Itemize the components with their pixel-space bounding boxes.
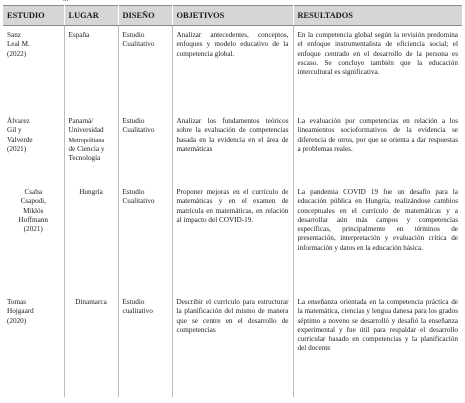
estudio-line: Miklós bbox=[23, 206, 44, 215]
cell-estudio bbox=[3, 26, 64, 113]
estudio-line: Csapodi, bbox=[20, 197, 46, 206]
cell-lugar bbox=[64, 293, 118, 397]
table-header-row bbox=[3, 6, 462, 26]
cell-diseno bbox=[118, 293, 172, 397]
table-row bbox=[3, 183, 462, 293]
header-resultados: RESULTADOS bbox=[293, 6, 462, 26]
cell-diseno bbox=[118, 183, 172, 293]
cell-resultados: La enseñanza orientada en la competencia práctica de la matemática, ciencias y lengua danesa para los grados séptimo a noveno se desarrolló y desafió la enseñanza experimental y fue útil para respaldar el desarrollo curricular basado en competencias y la planificación del docente bbox=[297, 298, 458, 353]
cell-estudio bbox=[3, 293, 64, 397]
estudio-line: (2021) bbox=[23, 225, 43, 234]
diseno-line: Cualitativo bbox=[122, 40, 155, 49]
cell-diseno bbox=[118, 112, 172, 183]
diseno-line: Estudio bbox=[122, 298, 145, 306]
estudio-line: Gil y bbox=[7, 126, 22, 135]
table-row bbox=[3, 26, 462, 113]
header-diseno: DISEÑO bbox=[118, 6, 172, 26]
table-row bbox=[3, 112, 462, 183]
cell-diseno bbox=[118, 26, 172, 113]
lugar-line: España bbox=[68, 31, 90, 39]
lugar-line: Hungría bbox=[79, 188, 103, 196]
diseno-line: cualitativo bbox=[122, 307, 153, 316]
diseno-line: Cualitativo bbox=[122, 126, 155, 135]
estudio-line: (2022) bbox=[7, 49, 27, 58]
estudio-line: (2020) bbox=[7, 316, 27, 325]
table-row bbox=[3, 293, 462, 397]
lugar-line: Universidad bbox=[68, 126, 104, 135]
cell-estudio bbox=[3, 183, 64, 293]
header-objetivos: OBJETIVOS bbox=[172, 6, 293, 26]
lugar-line: de Ciencia y bbox=[68, 144, 105, 153]
lugar-line: Dinamarca bbox=[75, 298, 107, 306]
diseno-line: Estudio bbox=[122, 117, 145, 125]
cell-objetivos: Analizar los fundamentos teóricos sobre la evaluación de competencias basada en la evidencia en el área de matemáticas bbox=[172, 112, 293, 183]
estudio-line: Valverde bbox=[7, 135, 33, 144]
cell-lugar bbox=[64, 183, 118, 293]
cell-resultados: En la competencia global según la revisión predomina el enfoque instrumentalista de eficiencia social; el enfoque centrado en el desarrollo de la persona es escaso. Se concluye también que la educación intercultural es significativa. bbox=[297, 31, 458, 77]
diseno-line: Estudio bbox=[122, 188, 145, 196]
header-lugar: LUGAR bbox=[64, 6, 118, 26]
estudio-line: Álvarez bbox=[7, 117, 30, 125]
estudio-line: Tomas bbox=[7, 298, 27, 306]
diseno-line: Cualitativo bbox=[122, 197, 155, 206]
header-estudio: ESTUDIO bbox=[3, 6, 64, 26]
cell-objetivos: Describir el currículo para estructurar la planificación del mismo de manera que se centre en el desarrollo de competencias bbox=[172, 293, 293, 397]
cell-estudio bbox=[3, 112, 64, 183]
studies-table bbox=[3, 5, 462, 397]
lugar-line: Tecnología bbox=[68, 154, 101, 163]
lugar-line: Metropolitana bbox=[68, 136, 105, 144]
estudio-line: Leal M. bbox=[7, 40, 30, 49]
lugar-line: Panamá/ bbox=[68, 117, 94, 125]
cell-resultados: La evaluación por competencias en relación a los lineamientos socioformativos de la evidencia se diferencia de otros, por que se orienta a dar respuestas a problemas reales. bbox=[297, 117, 458, 153]
cell-resultados: La pandemia COVID 19 fue un desafío para la educación pública en Hungría, realizándose cambios conceptuales en el currículo de matemáticas y a desarrollar aún más campos y competencias específicas, principalmente en términos de presentación, interpretación y evaluación crítica de información y datos en la educación básica. bbox=[297, 188, 458, 252]
cell-lugar bbox=[64, 26, 118, 113]
estudio-line: (2021) bbox=[7, 144, 27, 153]
caption-fragment bbox=[63, 0, 68, 3]
estudio-line: Csaba bbox=[24, 188, 43, 196]
estudio-line: Hojgaard bbox=[7, 307, 34, 316]
cell-objetivos: Proponer mejoras en el currículo de matemáticas y en el examen de matrícula en matemáticas, en relación al impacto del COVID-19. bbox=[172, 183, 293, 293]
cell-lugar bbox=[64, 112, 118, 183]
estudio-line: Sanz bbox=[7, 31, 21, 39]
estudio-line: Hoffmann bbox=[18, 215, 48, 224]
cell-objetivos: Analizar antecedentes, conceptos, enfoques y modelo educativo de la competencia global. bbox=[172, 26, 293, 113]
diseno-line: Estudio bbox=[122, 31, 145, 39]
